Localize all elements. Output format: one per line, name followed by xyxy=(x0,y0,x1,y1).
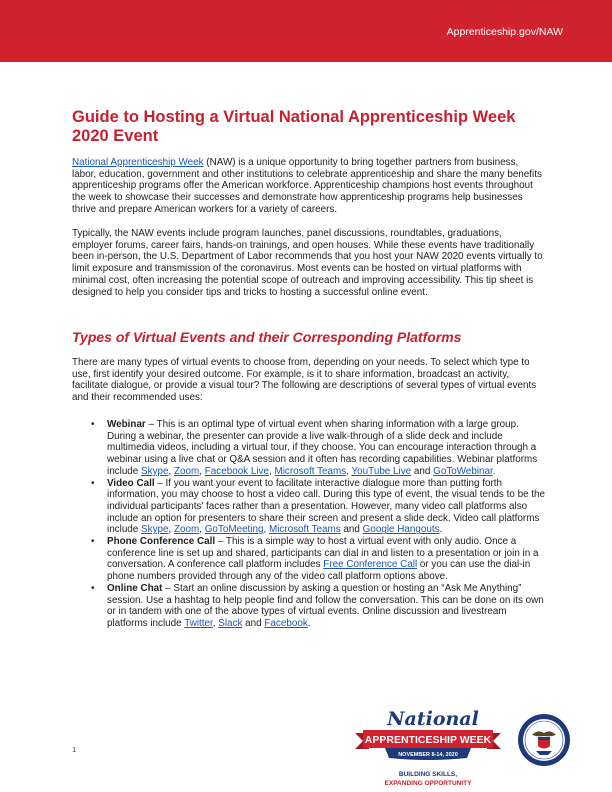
naw-link[interactable]: National Apprenticeship Week xyxy=(72,157,204,168)
page-title: Guide to Hosting a Virtual National Apprenticeship Week 2020 Event xyxy=(72,108,516,145)
page-number: 1 xyxy=(72,745,77,754)
link-free-conference-call[interactable]: Free Conference Call xyxy=(323,559,418,571)
item-text: – This is a simple way to host a virtual event with only audio. Once a conference line is set up and shared, participants can dial in and listen to a presentation or join in a conversation. A conference call platform includes xyxy=(107,536,539,571)
link-gotowebinar[interactable]: GoToWebinar xyxy=(433,465,493,477)
link-skype[interactable]: Skype xyxy=(141,465,169,477)
logo-dates: NOVEMBER 8-14, 2020 xyxy=(398,752,458,758)
link-google-hangouts[interactable]: Google Hangouts xyxy=(362,524,440,536)
link-facebook[interactable]: Facebook xyxy=(264,617,308,629)
link-facebook-live[interactable]: Facebook Live xyxy=(204,465,269,477)
header-banner xyxy=(0,0,612,62)
link-zoom[interactable]: Zoom xyxy=(174,465,200,477)
site-url-link[interactable]: Apprenticeship.gov/NAW xyxy=(446,26,563,38)
list-item-webinar: • Webinar – This is an optimal type of virtual event when sharing information with a large group. During a webinar, the presenter can provide a live walk-through of a slide deck and include multimedia videos, including a virtual tour, if they choose. You can encourage interaction through a webinar using a live chat or Q&A session and it often has recording capabilities. Webinar platforms include Skype, Zoom, Facebook Live, Microsoft Teams, YouTube Live and GoToWebinar. xyxy=(91,419,538,477)
term-label: Phone Conference Call xyxy=(107,536,216,548)
link-youtube-live[interactable]: YouTube Live xyxy=(351,465,412,477)
link-gotomeeting[interactable]: GoToMeeting xyxy=(204,524,264,536)
event-types-list xyxy=(91,419,549,630)
term-label: Webinar xyxy=(107,419,146,430)
intro-paragraph xyxy=(72,157,544,216)
link-slack[interactable]: Slack xyxy=(218,617,243,629)
section-heading: Types of Virtual Events and their Corresponding Platforms xyxy=(72,329,462,345)
logo-banner-text: APPRENTICESHIP WEEK xyxy=(364,734,492,746)
logo-tagline-1: BUILDING SKILLS, xyxy=(398,771,458,778)
link-microsoft-teams[interactable]: Microsoft Teams xyxy=(268,524,341,536)
link-skype[interactable]: Skype xyxy=(141,524,169,536)
logo-tagline-2: EXPANDING OPPORTUNITY xyxy=(384,780,472,787)
naw-logo xyxy=(353,706,503,792)
list-item-video-call: • Video Call – If you want your event to facilitate interactive dialogue more than putting forth information, you may choose to host a video call. During this type of event, the visual tends to be the individual participants' faces rather than a presentation. However, many video call platforms also include an option for presenters to share their screen and present a slide deck. Video call platforms include Skype, Zoom, GoToMeeting, Microsoft Teams and Google Hangouts. xyxy=(91,477,546,536)
intro-text: (NAW) is a unique opportunity to bring together partners from business, labor, education, government and other institutions to celebrate apprenticeship and share the many benefits apprenticeship programs offer the American workforce. Apprenticeship champions host events throughout the week to showcase their successes and demonstrate how apprenticeship programs help businesses thrive and prepare American workers for a variety of careers. xyxy=(72,157,542,215)
item-text-after: or you can use the dial-in phone numbers provided through any of the video call platform options above. xyxy=(107,559,531,583)
list-item-online-chat: • Online Chat – Start an online discussion by asking a question or hosting an “Ask Me Anything” session. Use a hashtag to help people find and follow the conversation. This can be done on its own or in tandem with one of the above types of virtual events. Online discussion and livestream platforms include Twitter, Slack and Facebook. xyxy=(91,582,544,629)
list-item-phone-conference xyxy=(91,536,549,583)
item-text: – Start an online discussion by asking a question or hosting an “Ask Me Anything” session. Use a hashtag to help people find and follow the conversation. This can be done on its own or in tandem with one of the above types of virtual events. Online discussion and livestream platforms include xyxy=(107,582,544,629)
term-label: Online Chat xyxy=(107,582,163,594)
bullet-icon: • xyxy=(91,582,95,594)
item-text: – This is an optimal type of virtual event when sharing information with a large group. During a webinar, the presenter can provide a live walk-through of a slide deck and include multimedia videos, including a virtual tour, if they choose. You can encourage interaction through a webinar using a live chat or Q&A session and it often has recording capabilities. Webinar platforms include xyxy=(107,419,538,477)
item-text: – If you want your event to facilitate interactive dialogue more than putting forth information, you may choose to host a video call. During this type of event, the visual tends to be the individual participants' faces rather than a presentation. However, many video call platforms also include an option for presenters to share their screen and present a slide deck. Video call platforms include xyxy=(107,477,546,536)
bullet-icon: • xyxy=(91,419,95,430)
term-label: Video Call xyxy=(107,477,155,489)
link-zoom[interactable]: Zoom xyxy=(174,524,200,536)
dol-seal-icon xyxy=(517,713,571,767)
body-paragraph: Typically, the NAW events include program launches, panel discussions, roundtables, graduations, employer forums, career fairs, hands-on trainings, and open houses. While these events have traditionally been in-person, the U.S. Department of Labor recommends that you host your NAW 2020 events virtually to limit exposure and transmission of the coronavirus. Most events can be hosted on virtual platforms with minimal cost, often increasing the potential scope of outreach and improving accessibility. This tip sheet is designed to help you consider tips and tricks to hosting a successful online event. xyxy=(72,228,543,298)
bullet-icon: • xyxy=(91,477,95,489)
link-microsoft-teams[interactable]: Microsoft Teams xyxy=(274,465,347,477)
logo-script-text: National xyxy=(387,708,479,730)
bullet-icon: • xyxy=(91,536,95,548)
link-twitter[interactable]: Twitter xyxy=(184,617,213,629)
section-intro: There are many types of virtual events to choose from, depending on your needs. To select which type to use, first identify your desired outcome. For example, is it to share information, broadcast an activity, facilitate dialogue, or provide a visual tour? The following are descriptions of several types of virtual events and their recommended uses: xyxy=(72,357,537,404)
